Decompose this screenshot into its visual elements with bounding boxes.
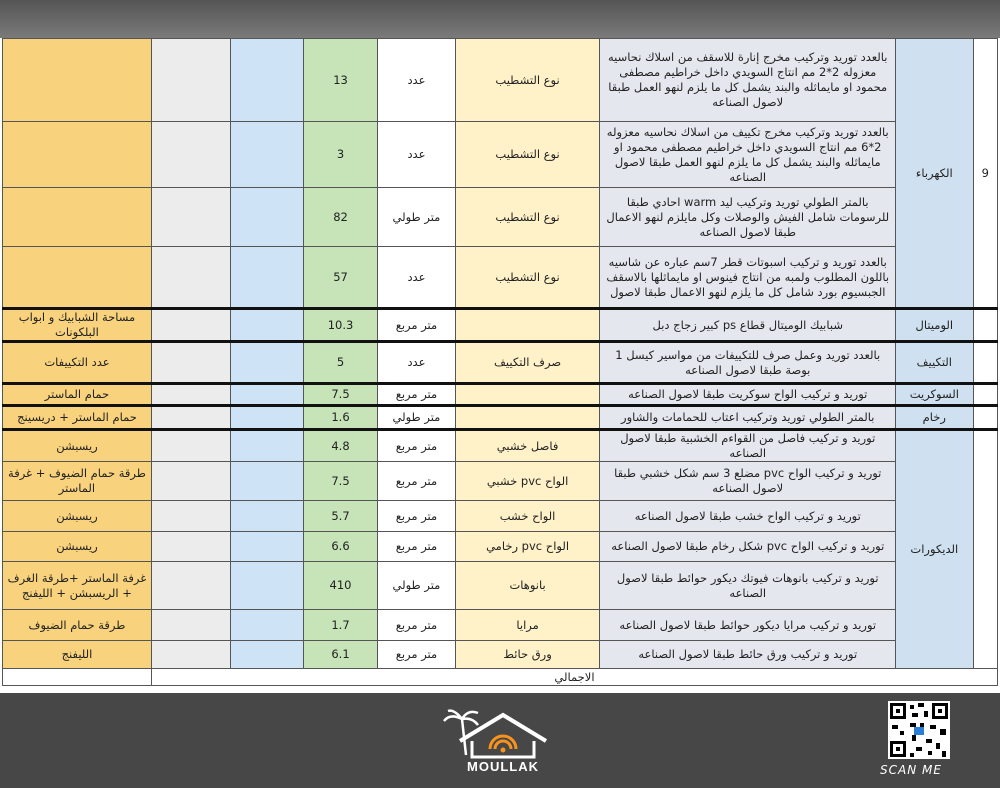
row-number (973, 384, 997, 406)
item-description: توريد و تركيب الواح سوكريت طبقا لاصول الصناعه (600, 384, 896, 406)
location: غرفة الماستر +طرقة الغرف + الريسبشن + الليفنج (3, 562, 152, 610)
item-category: الكهرباء (896, 39, 973, 309)
table-row (3, 342, 998, 384)
row-number: 9 (973, 39, 997, 309)
total-label: الاجمالي (151, 669, 997, 686)
item-category: رخام (896, 406, 973, 430)
table-row (3, 406, 998, 430)
finish-type (455, 406, 600, 430)
blank-cell-gray (151, 39, 231, 122)
unit: متر مربع (378, 430, 455, 462)
blank-cell-blue (231, 309, 303, 342)
boq-table (2, 38, 998, 686)
location (3, 247, 152, 309)
row-number (973, 342, 997, 384)
blank-cell-blue (231, 247, 303, 309)
table-row (3, 501, 998, 532)
item-description: توريد و تركيب الواح pvc مضلع 3 سم شكل خشبي طبقا لاصول الصناعه (600, 462, 896, 501)
location: طرقة حمام الضيوف (3, 610, 152, 641)
boq-sheet (0, 38, 1000, 693)
table-row (3, 462, 998, 501)
quantity: 7.5 (303, 384, 377, 406)
blank-cell-blue (231, 532, 303, 562)
quantity: 6.6 (303, 532, 377, 562)
blank-cell-gray (151, 122, 231, 188)
location: حمام الماستر + دريسينج (3, 406, 152, 430)
finish-type: نوع التشطيب (455, 247, 600, 309)
finish-type: نوع التشطيب (455, 39, 600, 122)
quantity: 7.5 (303, 462, 377, 501)
item-category: السوكريت (896, 384, 973, 406)
location: الليفنج (3, 641, 152, 669)
quantity: 6.1 (303, 641, 377, 669)
location (3, 39, 152, 122)
table-row (3, 430, 998, 462)
quantity: 5 (303, 342, 377, 384)
blank-cell-blue (231, 406, 303, 430)
total-blank-cell (3, 669, 152, 686)
item-description: بالعدد توريد وتركيب مخرج تكييف من اسلاك نحاسيه معزوله 2*6 مم انتاج السويدي داخل خراطيم مصطفى محمود او مايماثله والبند يشمل كل ما يلزم لنهو العمل طبقا لاصول الصناعه (600, 122, 896, 188)
quantity: 1.7 (303, 610, 377, 641)
item-category: التكييف (896, 342, 973, 384)
unit: عدد (378, 342, 455, 384)
unit: عدد (378, 39, 455, 122)
item-description: بالعدد توريد و تركيب اسبوتات قطر 7سم عباره عن شاسيه باللون المطلوب ولمبه من انتاج فينوس او مايماثلها بالاسقف الجبسيوم بورد شامل كل ما يلزم لنهو الاعمال طبقا لاصول (600, 247, 896, 309)
blank-cell-blue (231, 39, 303, 122)
item-description: توريد و تركيب بانوهات فيوتك ديكور حوائط طبقا لاصول الصناعه (600, 562, 896, 610)
unit: عدد (378, 247, 455, 309)
scan-me-label: SCAN ME (880, 763, 942, 777)
unit: متر طولي (378, 562, 455, 610)
unit: متر مربع (378, 309, 455, 342)
location: ريسبشن (3, 430, 152, 462)
finish-type: صرف التكييف (455, 342, 600, 384)
location (3, 188, 152, 247)
moullak-logo (438, 705, 568, 773)
unit: متر مربع (378, 532, 455, 562)
item-description: توريد و تركيب فاصل من القواءم الخشبية طبقا لاصول الصناعه (600, 430, 896, 462)
table-row (3, 641, 998, 669)
finish-type: نوع التشطيب (455, 122, 600, 188)
blank-cell-gray (151, 430, 231, 462)
item-description: بالمتر الطولي توريد وتركيب ليد warm احادي طبقا للرسومات شامل الفيش والوصلات وكل مايلزم لنهو الاعمال طبقا لاصول الصناعه (600, 188, 896, 247)
quantity: 57 (303, 247, 377, 309)
brand-name: MOULLAK (467, 759, 539, 774)
blank-cell-gray (151, 309, 231, 342)
blank-cell-gray (151, 342, 231, 384)
blank-cell-gray (151, 641, 231, 669)
location: مساحة الشبابيك و ابواب البلكونات (3, 309, 152, 342)
unit: متر مربع (378, 462, 455, 501)
quantity: 3 (303, 122, 377, 188)
blank-cell-gray (151, 188, 231, 247)
table-row (3, 247, 998, 309)
blank-cell-blue (231, 430, 303, 462)
location (3, 122, 152, 188)
table-row (3, 188, 998, 247)
row-number (973, 430, 997, 669)
row-number (973, 406, 997, 430)
blank-cell-gray (151, 462, 231, 501)
house-palm-icon (438, 705, 568, 761)
item-description: توريد و تركيب الواح خشب طبقا لاصول الصناعه (600, 501, 896, 532)
location: طرقة حمام الضيوف + غرفة الماستر (3, 462, 152, 501)
blank-cell-blue (231, 501, 303, 532)
blank-cell-blue (231, 188, 303, 247)
finish-type (455, 309, 600, 342)
footer (0, 693, 1000, 788)
unit: متر مربع (378, 641, 455, 669)
blank-cell-blue (231, 562, 303, 610)
finish-type: الواح pvc رخامي (455, 532, 600, 562)
finish-type: مرايا (455, 610, 600, 641)
finish-type: بانوهات (455, 562, 600, 610)
unit: متر مربع (378, 610, 455, 641)
table-row (3, 122, 998, 188)
item-category: الديكورات (896, 430, 973, 669)
table-row (3, 384, 998, 406)
finish-type (455, 384, 600, 406)
item-description: بالعدد توريد وعمل صرف للتكييفات من مواسير كيسل 1 بوصة طبقا لاصول الصناعه (600, 342, 896, 384)
item-description: بالمتر الطولي توريد وتركيب اعتاب للحمامات والشاور (600, 406, 896, 430)
quantity: 1.6 (303, 406, 377, 430)
blank-cell-gray (151, 610, 231, 641)
finish-type: نوع التشطيب (455, 188, 600, 247)
unit: متر مربع (378, 384, 455, 406)
location: ريسبشن (3, 501, 152, 532)
item-description: توريد و تركيب مرايا ديكور حوائط طبقا لاصول الصناعه (600, 610, 896, 641)
unit: متر طولي (378, 188, 455, 247)
unit: متر طولي (378, 406, 455, 430)
blank-cell-gray (151, 384, 231, 406)
blank-cell-gray (151, 562, 231, 610)
blank-cell-blue (231, 342, 303, 384)
blank-cell-gray (151, 501, 231, 532)
location: حمام الماستر (3, 384, 152, 406)
location: عدد التكييفات (3, 342, 152, 384)
blank-cell-blue (231, 384, 303, 406)
blank-cell-gray (151, 247, 231, 309)
blank-cell-blue (231, 122, 303, 188)
blank-cell-gray (151, 532, 231, 562)
item-description: توريد و تركيب ورق حائط طبقا لاصول الصناعه (600, 641, 896, 669)
table-row (3, 39, 998, 122)
quantity: 5.7 (303, 501, 377, 532)
quantity: 82 (303, 188, 377, 247)
blank-cell-blue (231, 610, 303, 641)
row-number (973, 309, 997, 342)
blank-cell-blue (231, 462, 303, 501)
table-row (3, 532, 998, 562)
unit: متر مربع (378, 501, 455, 532)
table-row (3, 562, 998, 610)
finish-type: ورق حائط (455, 641, 600, 669)
quantity: 10.3 (303, 309, 377, 342)
quantity: 410 (303, 562, 377, 610)
quantity: 4.8 (303, 430, 377, 462)
table-row (3, 309, 998, 342)
total-row (3, 669, 998, 686)
finish-type: الواح خشب (455, 501, 600, 532)
qr-code-icon[interactable] (888, 701, 950, 759)
table-row (3, 610, 998, 641)
item-description: بالعدد توريد وتركيب مخرج إنارة للاسقف من اسلاك نحاسيه معزوله 2*2 مم انتاج السويدي داخل خراطيم مصطفى محمود او مايماثله والبند يشمل كل ما يلزم لنهو العمل طبقا لاصول الصناعه (600, 39, 896, 122)
location: ريسبشن (3, 532, 152, 562)
quantity: 13 (303, 39, 377, 122)
item-description: توريد و تركيب الواح pvc شكل رخام طبقا لاصول الصناعه (600, 532, 896, 562)
finish-type: الواح pvc خشبي (455, 462, 600, 501)
blank-cell-blue (231, 641, 303, 669)
finish-type: فاصل خشبي (455, 430, 600, 462)
item-description: شبابيك الوميتال قطاع ps كبير زجاج دبل (600, 309, 896, 342)
top-bar (0, 0, 1000, 38)
item-category: الوميتال (896, 309, 973, 342)
unit: عدد (378, 122, 455, 188)
blank-cell-gray (151, 406, 231, 430)
